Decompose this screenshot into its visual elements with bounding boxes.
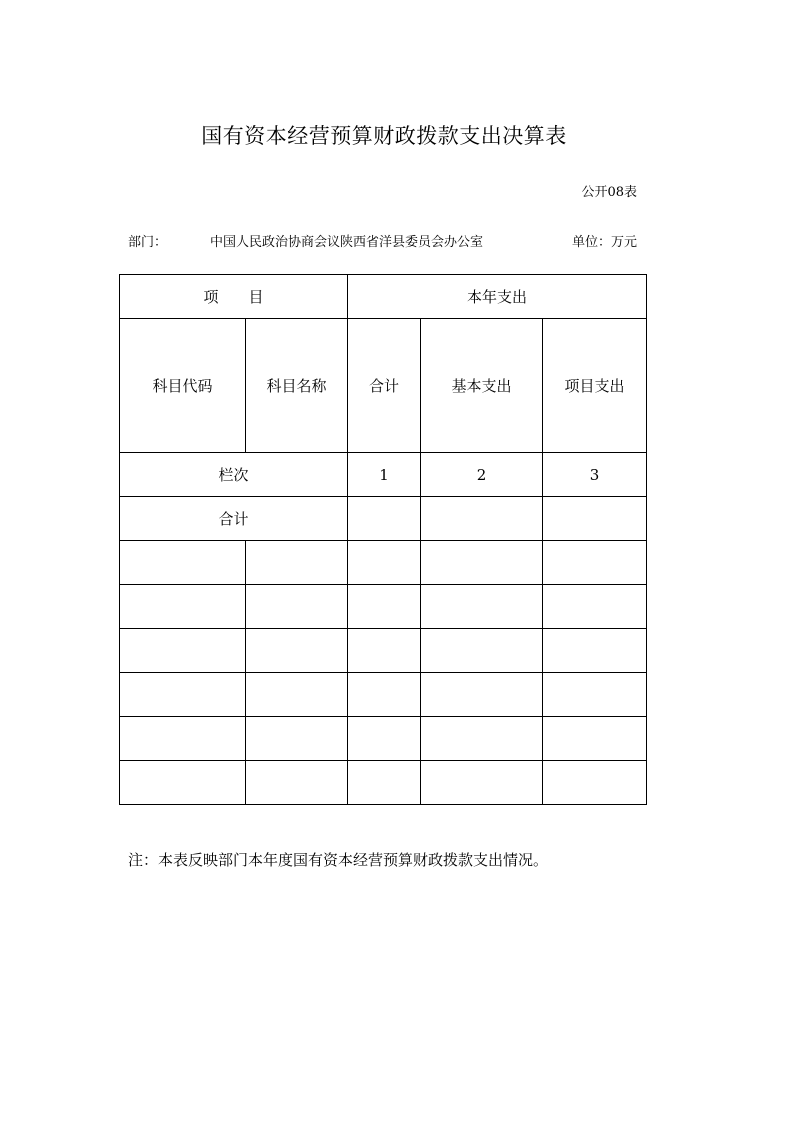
table-row xyxy=(120,761,647,805)
table-cell xyxy=(421,541,543,585)
total-label: 合计 xyxy=(120,497,348,541)
unit-label: 单位：万元 xyxy=(571,235,637,250)
total-project-cell xyxy=(543,497,647,541)
total-basic-cell xyxy=(421,497,543,541)
total-cell xyxy=(348,497,421,541)
col-total: 合计 xyxy=(348,319,421,453)
table-cell xyxy=(120,541,246,585)
table-cell xyxy=(543,585,647,629)
table-cell xyxy=(348,673,421,717)
table-cell xyxy=(543,673,647,717)
form-number: 公开08表 xyxy=(581,185,637,200)
index-3: 3 xyxy=(543,453,647,497)
table-cell xyxy=(421,585,543,629)
table-cell xyxy=(543,541,647,585)
table-cell xyxy=(120,585,246,629)
table-total-row xyxy=(120,497,647,541)
empty-rows xyxy=(120,541,647,805)
index-1: 1 xyxy=(348,453,421,497)
table-row xyxy=(120,673,647,717)
table-cell xyxy=(120,673,246,717)
table-cell xyxy=(543,717,647,761)
table-row xyxy=(120,541,647,585)
table-cell xyxy=(421,717,543,761)
table-cell xyxy=(543,629,647,673)
col-basic-expenditure: 基本支出 xyxy=(421,319,543,453)
table-cell xyxy=(421,761,543,805)
row-index-label: 栏次 xyxy=(120,453,348,497)
table-cell xyxy=(348,717,421,761)
table-index-row xyxy=(120,453,647,497)
table-cell xyxy=(246,673,348,717)
department-name: 中国人民政治协商会议陕西省洋县委员会办公室 xyxy=(210,235,484,250)
table-cell xyxy=(348,541,421,585)
header-item: 项 目 xyxy=(120,275,348,319)
table-cell xyxy=(246,629,348,673)
table-cell xyxy=(120,717,246,761)
table-row xyxy=(120,629,647,673)
table-cell xyxy=(120,761,246,805)
table-row xyxy=(120,717,647,761)
header-expenditure: 本年支出 xyxy=(348,275,647,319)
table-cell xyxy=(348,761,421,805)
table-cell xyxy=(246,541,348,585)
col-subject-code: 科目代码 xyxy=(120,319,246,453)
table-cell xyxy=(348,585,421,629)
table-subheader-row xyxy=(120,319,647,453)
table-header-row xyxy=(120,275,647,319)
expenditure-table xyxy=(119,274,647,805)
table-cell xyxy=(421,673,543,717)
table-cell xyxy=(120,629,246,673)
col-project-expenditure: 项目支出 xyxy=(543,319,647,453)
department-label: 部门： xyxy=(128,235,168,250)
table-cell xyxy=(348,629,421,673)
table-cell xyxy=(246,585,348,629)
footnote: 注：本表反映部门本年度国有资本经营预算财政拨款支出情况。 xyxy=(128,851,549,869)
table-cell xyxy=(421,629,543,673)
table-cell xyxy=(246,717,348,761)
page-title: 国有资本经营预算财政拨款支出决算表 xyxy=(201,124,567,148)
index-2: 2 xyxy=(421,453,543,497)
table-cell xyxy=(246,761,348,805)
col-subject-name: 科目名称 xyxy=(246,319,348,453)
table-cell xyxy=(543,761,647,805)
table-row xyxy=(120,585,647,629)
